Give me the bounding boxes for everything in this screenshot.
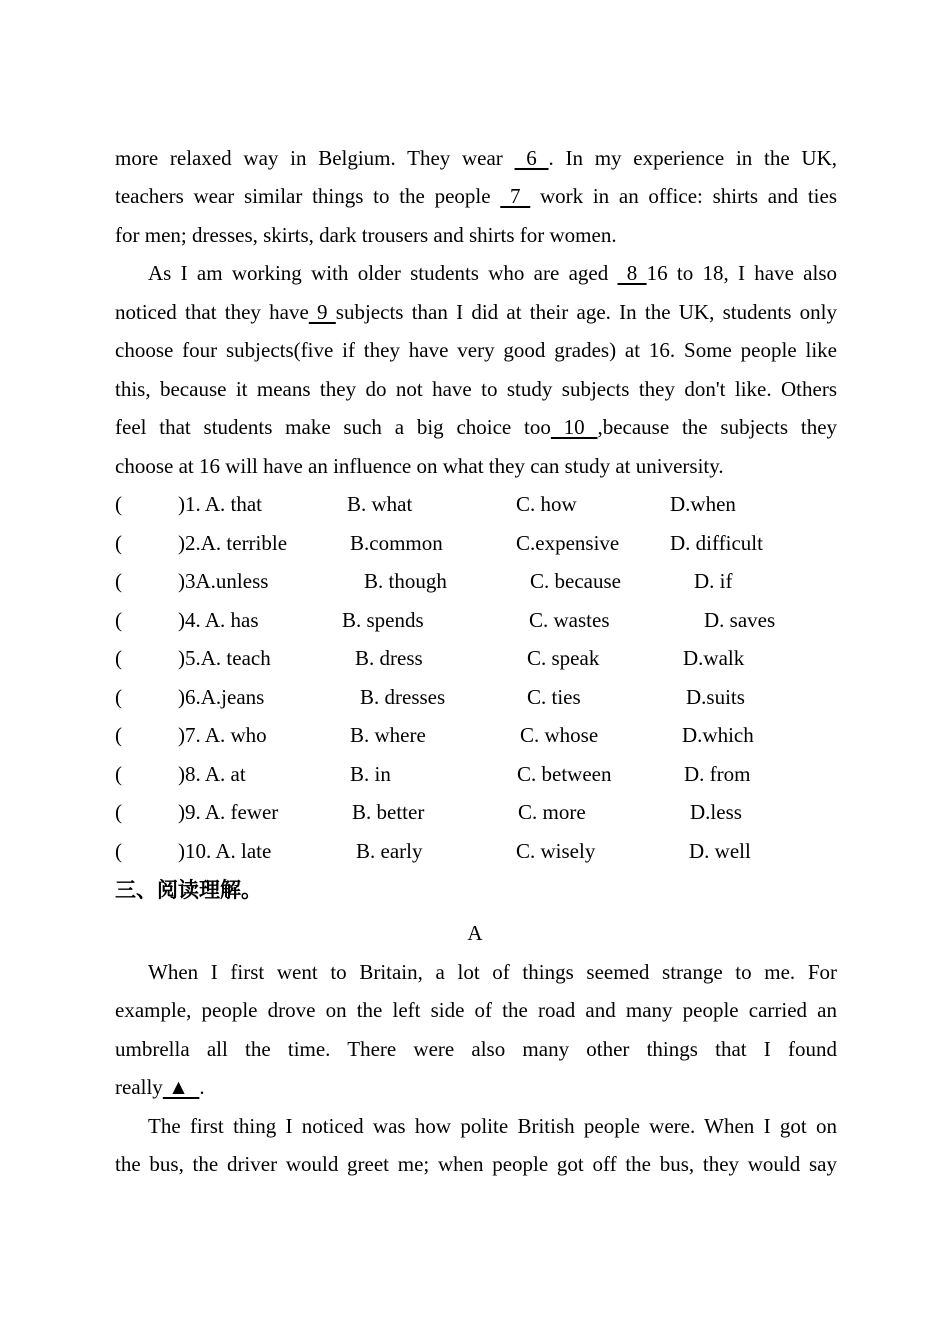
option-b: B. dresses	[360, 685, 446, 709]
option-d: D.when	[670, 492, 736, 516]
option-d: D.walk	[683, 646, 745, 670]
option-d: D.suits	[686, 685, 745, 709]
cloze-line: for men; dresses, skirts, dark trousers and shirts for women.	[115, 223, 617, 247]
cloze-line: feel that students make such a big choice too 10 ,because the subjects they	[115, 415, 838, 439]
option-c: C. ties	[527, 685, 581, 709]
option-d: D.which	[682, 723, 754, 747]
option-c: C. because	[530, 569, 621, 593]
option-b: B. though	[364, 569, 447, 593]
question-row	[115, 760, 837, 788]
option-c: C. speak	[527, 646, 600, 670]
question-row	[115, 567, 837, 595]
option-b: B. what	[347, 492, 413, 516]
blank-6: 6	[514, 146, 549, 170]
reading-line: really ▲ .	[115, 1075, 205, 1099]
option-a: )6.A.jeans	[178, 685, 265, 709]
option-d: D. saves	[704, 608, 776, 632]
option-d: D. well	[689, 839, 751, 863]
answer-paren[interactable]: (	[115, 685, 122, 709]
question-row	[115, 721, 837, 749]
option-d: D. from	[684, 762, 751, 786]
question-row	[115, 490, 837, 518]
question-row	[115, 644, 837, 672]
answer-paren[interactable]: (	[115, 646, 122, 670]
option-b: B. dress	[355, 646, 423, 670]
answer-paren[interactable]: (	[115, 569, 122, 593]
passage-label: A	[467, 921, 483, 945]
question-row	[115, 798, 837, 826]
answer-paren[interactable]: (	[115, 608, 122, 632]
option-a: )7. A. who	[178, 723, 267, 747]
option-d: D. if	[694, 569, 733, 593]
reading-line: The first thing I noticed was how polite British people were. When I got on	[148, 1114, 837, 1138]
cloze-line: choose four subjects(five if they have very good grades) at 16. Some people like	[115, 338, 837, 362]
triangle-blank: ▲	[162, 1075, 200, 1099]
answer-paren[interactable]: (	[115, 531, 122, 555]
option-b: B.common	[350, 531, 443, 555]
question-row	[115, 529, 837, 557]
answer-paren[interactable]: (	[115, 800, 122, 824]
option-d: D. difficult	[670, 531, 763, 555]
reading-line: umbrella all the time. There were also many other things that I found	[115, 1037, 837, 1061]
option-b: B. where	[350, 723, 426, 747]
cloze-line: noticed that they have 9 subjects than I did at their age. In the UK, students only	[115, 300, 837, 324]
reading-line: the bus, the driver would greet me; when people got off the bus, they would say	[115, 1152, 837, 1176]
option-c: C. wisely	[516, 839, 596, 863]
answer-paren[interactable]: (	[115, 839, 122, 863]
blank-10: 10	[550, 415, 598, 439]
question-row	[115, 683, 837, 711]
reading-line: When I first went to Britain, a lot of things seemed strange to me. For	[148, 960, 837, 984]
cloze-line: teachers wear similar things to the people 7 work in an office: shirts and ties	[115, 184, 838, 208]
option-b: B. spends	[342, 608, 424, 632]
option-a: )3A.unless	[178, 569, 269, 593]
cloze-line: more relaxed way in Belgium. They wear 6 . In my experience in the UK,	[115, 146, 837, 170]
option-c: C. whose	[520, 723, 599, 747]
option-c: C. more	[518, 800, 586, 824]
cloze-line: this, because it means they do not have to study subjects they don't like. Others	[115, 377, 837, 401]
blank-9: 9	[308, 300, 336, 324]
option-a: )10. A. late	[178, 839, 272, 863]
option-b: B. in	[350, 762, 391, 786]
section-title: 三、阅读理解。	[115, 878, 262, 902]
option-c: C.expensive	[516, 531, 620, 555]
blank-7: 7	[500, 184, 531, 208]
option-c: C. between	[517, 762, 612, 786]
question-row	[115, 837, 837, 865]
cloze-line: As I am working with older students who are aged 8 16 to 18, I have also	[148, 261, 838, 285]
option-c: C. how	[516, 492, 577, 516]
option-a: )8. A. at	[178, 762, 246, 786]
option-a: )5.A. teach	[178, 646, 271, 670]
option-a: )4. A. has	[178, 608, 259, 632]
option-b: B. better	[352, 800, 425, 824]
option-a: )1. A. that	[178, 492, 262, 516]
answer-paren[interactable]: (	[115, 723, 122, 747]
option-c: C. wastes	[529, 608, 610, 632]
reading-line: example, people drove on the left side of the road and many people carried an	[115, 998, 837, 1022]
option-a: )2.A. terrible	[178, 531, 288, 555]
answer-paren[interactable]: (	[115, 762, 122, 786]
answer-paren[interactable]: (	[115, 492, 122, 516]
cloze-line: choose at 16 will have an influence on what they can study at university.	[115, 454, 724, 478]
blank-8: 8	[617, 261, 647, 285]
question-row	[115, 606, 837, 634]
option-a: )9. A. fewer	[178, 800, 279, 824]
option-d: D.less	[690, 800, 742, 824]
option-b: B. early	[356, 839, 423, 863]
